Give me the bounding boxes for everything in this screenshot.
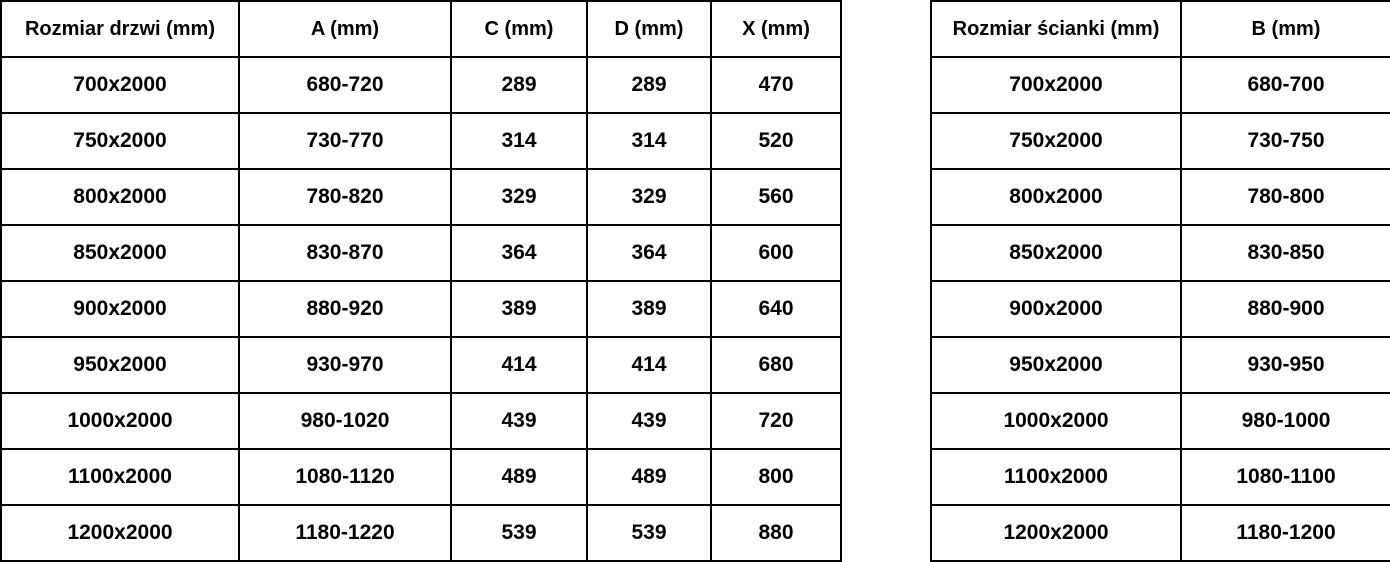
cell-d: 389 [587, 281, 711, 337]
cell-x: 470 [711, 57, 841, 113]
column-header-x: X (mm) [711, 1, 841, 57]
table-row [1, 169, 841, 225]
table-row [1, 57, 841, 113]
cell-a: 880-920 [239, 281, 451, 337]
table-spacer [840, 0, 930, 1]
cell-d: 314 [587, 113, 711, 169]
wall-size-table-wrapper [930, 0, 1390, 562]
wall-size-table [930, 0, 1390, 562]
cell-d: 414 [587, 337, 711, 393]
cell-door-size: 800x2000 [1, 169, 239, 225]
table-row [931, 281, 1390, 337]
cell-b: 730-750 [1181, 113, 1390, 169]
cell-b: 930-950 [1181, 337, 1390, 393]
cell-wall-size: 1200x2000 [931, 505, 1181, 561]
cell-door-size: 1100x2000 [1, 449, 239, 505]
cell-a: 730-770 [239, 113, 451, 169]
cell-b: 780-800 [1181, 169, 1390, 225]
cell-c: 414 [451, 337, 587, 393]
cell-wall-size: 800x2000 [931, 169, 1181, 225]
cell-wall-size: 900x2000 [931, 281, 1181, 337]
cell-b: 1080-1100 [1181, 449, 1390, 505]
table-row [931, 337, 1390, 393]
table-row [931, 113, 1390, 169]
cell-c: 364 [451, 225, 587, 281]
cell-wall-size: 750x2000 [931, 113, 1181, 169]
cell-x: 600 [711, 225, 841, 281]
cell-x: 880 [711, 505, 841, 561]
cell-x: 560 [711, 169, 841, 225]
cell-c: 389 [451, 281, 587, 337]
cell-d: 439 [587, 393, 711, 449]
cell-x: 800 [711, 449, 841, 505]
cell-a: 1080-1120 [239, 449, 451, 505]
column-header-d: D (mm) [587, 1, 711, 57]
table-row [1, 113, 841, 169]
cell-b: 980-1000 [1181, 393, 1390, 449]
table-row [1, 281, 841, 337]
cell-d: 329 [587, 169, 711, 225]
cell-door-size: 950x2000 [1, 337, 239, 393]
table-row [1, 449, 841, 505]
cell-x: 520 [711, 113, 841, 169]
cell-b: 830-850 [1181, 225, 1390, 281]
table-row [931, 505, 1390, 561]
cell-wall-size: 950x2000 [931, 337, 1181, 393]
cell-a: 780-820 [239, 169, 451, 225]
cell-door-size: 850x2000 [1, 225, 239, 281]
cell-wall-size: 1100x2000 [931, 449, 1181, 505]
cell-a: 1180-1220 [239, 505, 451, 561]
cell-c: 289 [451, 57, 587, 113]
cell-d: 289 [587, 57, 711, 113]
column-header-c: C (mm) [451, 1, 587, 57]
cell-x: 640 [711, 281, 841, 337]
cell-door-size: 1200x2000 [1, 505, 239, 561]
cell-c: 439 [451, 393, 587, 449]
cell-door-size: 700x2000 [1, 57, 239, 113]
table-row [931, 169, 1390, 225]
table-row [1, 393, 841, 449]
column-header-door-size: Rozmiar drzwi (mm) [1, 1, 239, 57]
table-row [931, 57, 1390, 113]
cell-c: 329 [451, 169, 587, 225]
cell-a: 980-1020 [239, 393, 451, 449]
cell-a: 680-720 [239, 57, 451, 113]
table-row [931, 225, 1390, 281]
cell-door-size: 900x2000 [1, 281, 239, 337]
cell-x: 680 [711, 337, 841, 393]
cell-wall-size: 700x2000 [931, 57, 1181, 113]
cell-b: 680-700 [1181, 57, 1390, 113]
cell-c: 539 [451, 505, 587, 561]
table-row [1, 505, 841, 561]
cell-door-size: 750x2000 [1, 113, 239, 169]
column-header-a: A (mm) [239, 1, 451, 57]
cell-wall-size: 850x2000 [931, 225, 1181, 281]
cell-b: 880-900 [1181, 281, 1390, 337]
cell-door-size: 1000x2000 [1, 393, 239, 449]
cell-a: 930-970 [239, 337, 451, 393]
table-header-row [931, 1, 1390, 57]
cell-d: 539 [587, 505, 711, 561]
table-row [1, 337, 841, 393]
cell-x: 720 [711, 393, 841, 449]
table-row [1, 225, 841, 281]
column-header-b: B (mm) [1181, 1, 1390, 57]
cell-c: 489 [451, 449, 587, 505]
table-header-row [1, 1, 841, 57]
cell-d: 489 [587, 449, 711, 505]
cell-d: 364 [587, 225, 711, 281]
cell-b: 1180-1200 [1181, 505, 1390, 561]
table-row [931, 393, 1390, 449]
table-row [931, 449, 1390, 505]
cell-wall-size: 1000x2000 [931, 393, 1181, 449]
cell-c: 314 [451, 113, 587, 169]
cell-a: 830-870 [239, 225, 451, 281]
column-header-wall-size: Rozmiar ścianki (mm) [931, 1, 1181, 57]
